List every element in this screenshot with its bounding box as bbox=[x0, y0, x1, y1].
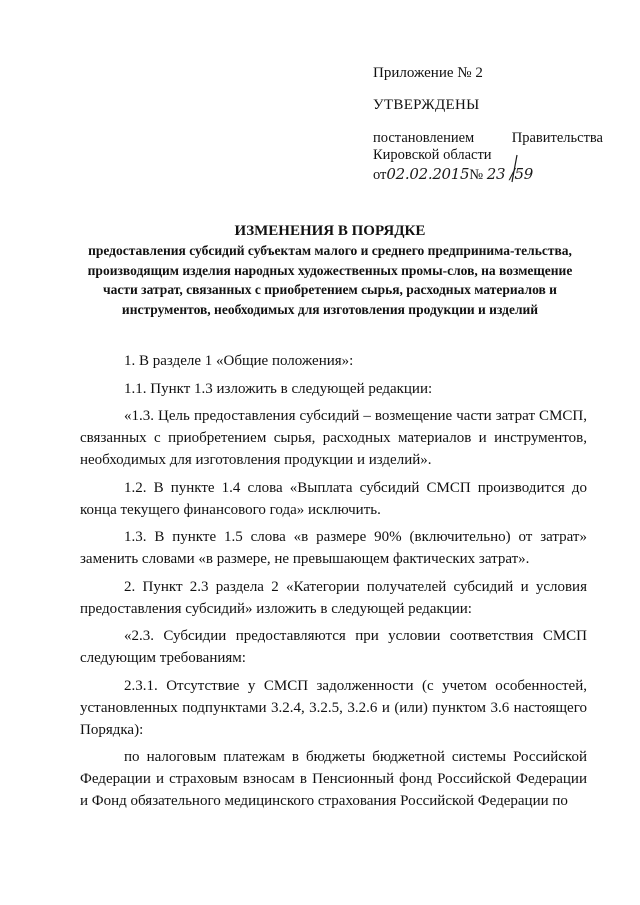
paragraph-1-1: 1.1. Пункт 1.3 изложить в следующей редакции: bbox=[124, 380, 433, 397]
decree-reference bbox=[373, 130, 603, 184]
number-sign: № bbox=[469, 167, 484, 183]
document-title bbox=[60, 222, 600, 319]
handwritten-date: 02.02.2015 bbox=[386, 165, 470, 183]
document-body bbox=[80, 350, 587, 818]
paragraph-tax-payments: по налоговым платежам в бюджеты бюджетной системы Российской Федерации и страховым взносам в Пенсионный фонд Российской Федерации и Фонд обязательного медицинского страхования Российской Федерации по bbox=[80, 749, 587, 809]
title-main: ИЗМЕНЕНИЯ В ПОРЯДКЕ bbox=[234, 223, 426, 239]
date-prefix: от bbox=[373, 167, 387, 183]
decree-line-1 bbox=[373, 130, 603, 147]
annex-number: Приложение № 2 bbox=[373, 65, 483, 81]
paragraph-1-2: 1.2. В пункте 1.4 слова «Выплата субсидий СМСП производится до конца текущего финансового года» исключить. bbox=[80, 479, 587, 518]
paragraph-2-3-1: 2.3.1. Отсутствие у СМСП задолженности (с учетом особенностей, установленных подпунктами 3.2.4, 3.2.5, 3.2.6 и (или) пунктом 3.6 настоящего Порядка): bbox=[80, 677, 587, 738]
paragraph-1: 1. В разделе 1 «Общие положения»: bbox=[124, 353, 354, 369]
paragraph-2: 2. Пункт 2.3 раздела 2 «Категории получателей субсидий и условия предоставления субсидий» изложить в следующей редакции: bbox=[80, 578, 587, 617]
title-subtitle: предоставления субсидий субъектам малого и среднего предпринима-тельства, производящим изделия народных художественных промы-слов, на возмещение части затрат, связанных с приобретением сырья, расходных материалов и инструментов, необходимых для изготовления продукции и изделий bbox=[87, 243, 573, 317]
approval-header bbox=[373, 64, 603, 184]
handwritten-number: 23 /59 bbox=[486, 165, 533, 183]
approved-heading: УТВЕРЖДЕНЫ bbox=[373, 97, 480, 113]
paragraph-2-3-text: «2.3. Субсидии предоставляются при условии соответствия СМСП следующим требованиям: bbox=[80, 628, 587, 666]
paragraph-1-3-text: «1.3. Цель предоставления субсидий – возмещение части затрат СМСП, связанных с приобретением сырья, расходных материалов и инструментов, необходимых для изготовления продукции и изделий». bbox=[80, 408, 587, 468]
decree-date-number bbox=[373, 164, 603, 184]
decree-word-government: Правительства bbox=[511, 130, 603, 146]
decree-word-resolution: постановлением bbox=[373, 130, 475, 146]
pen-stroke-mark bbox=[509, 154, 519, 184]
paragraph-1-3: 1.3. В пункте 1.5 слова «в размере 90% (включительно) от затрат» заменить словами «в размере, не превышающем фактических затрат». bbox=[80, 529, 587, 567]
decree-region: Кировской области bbox=[373, 147, 492, 163]
